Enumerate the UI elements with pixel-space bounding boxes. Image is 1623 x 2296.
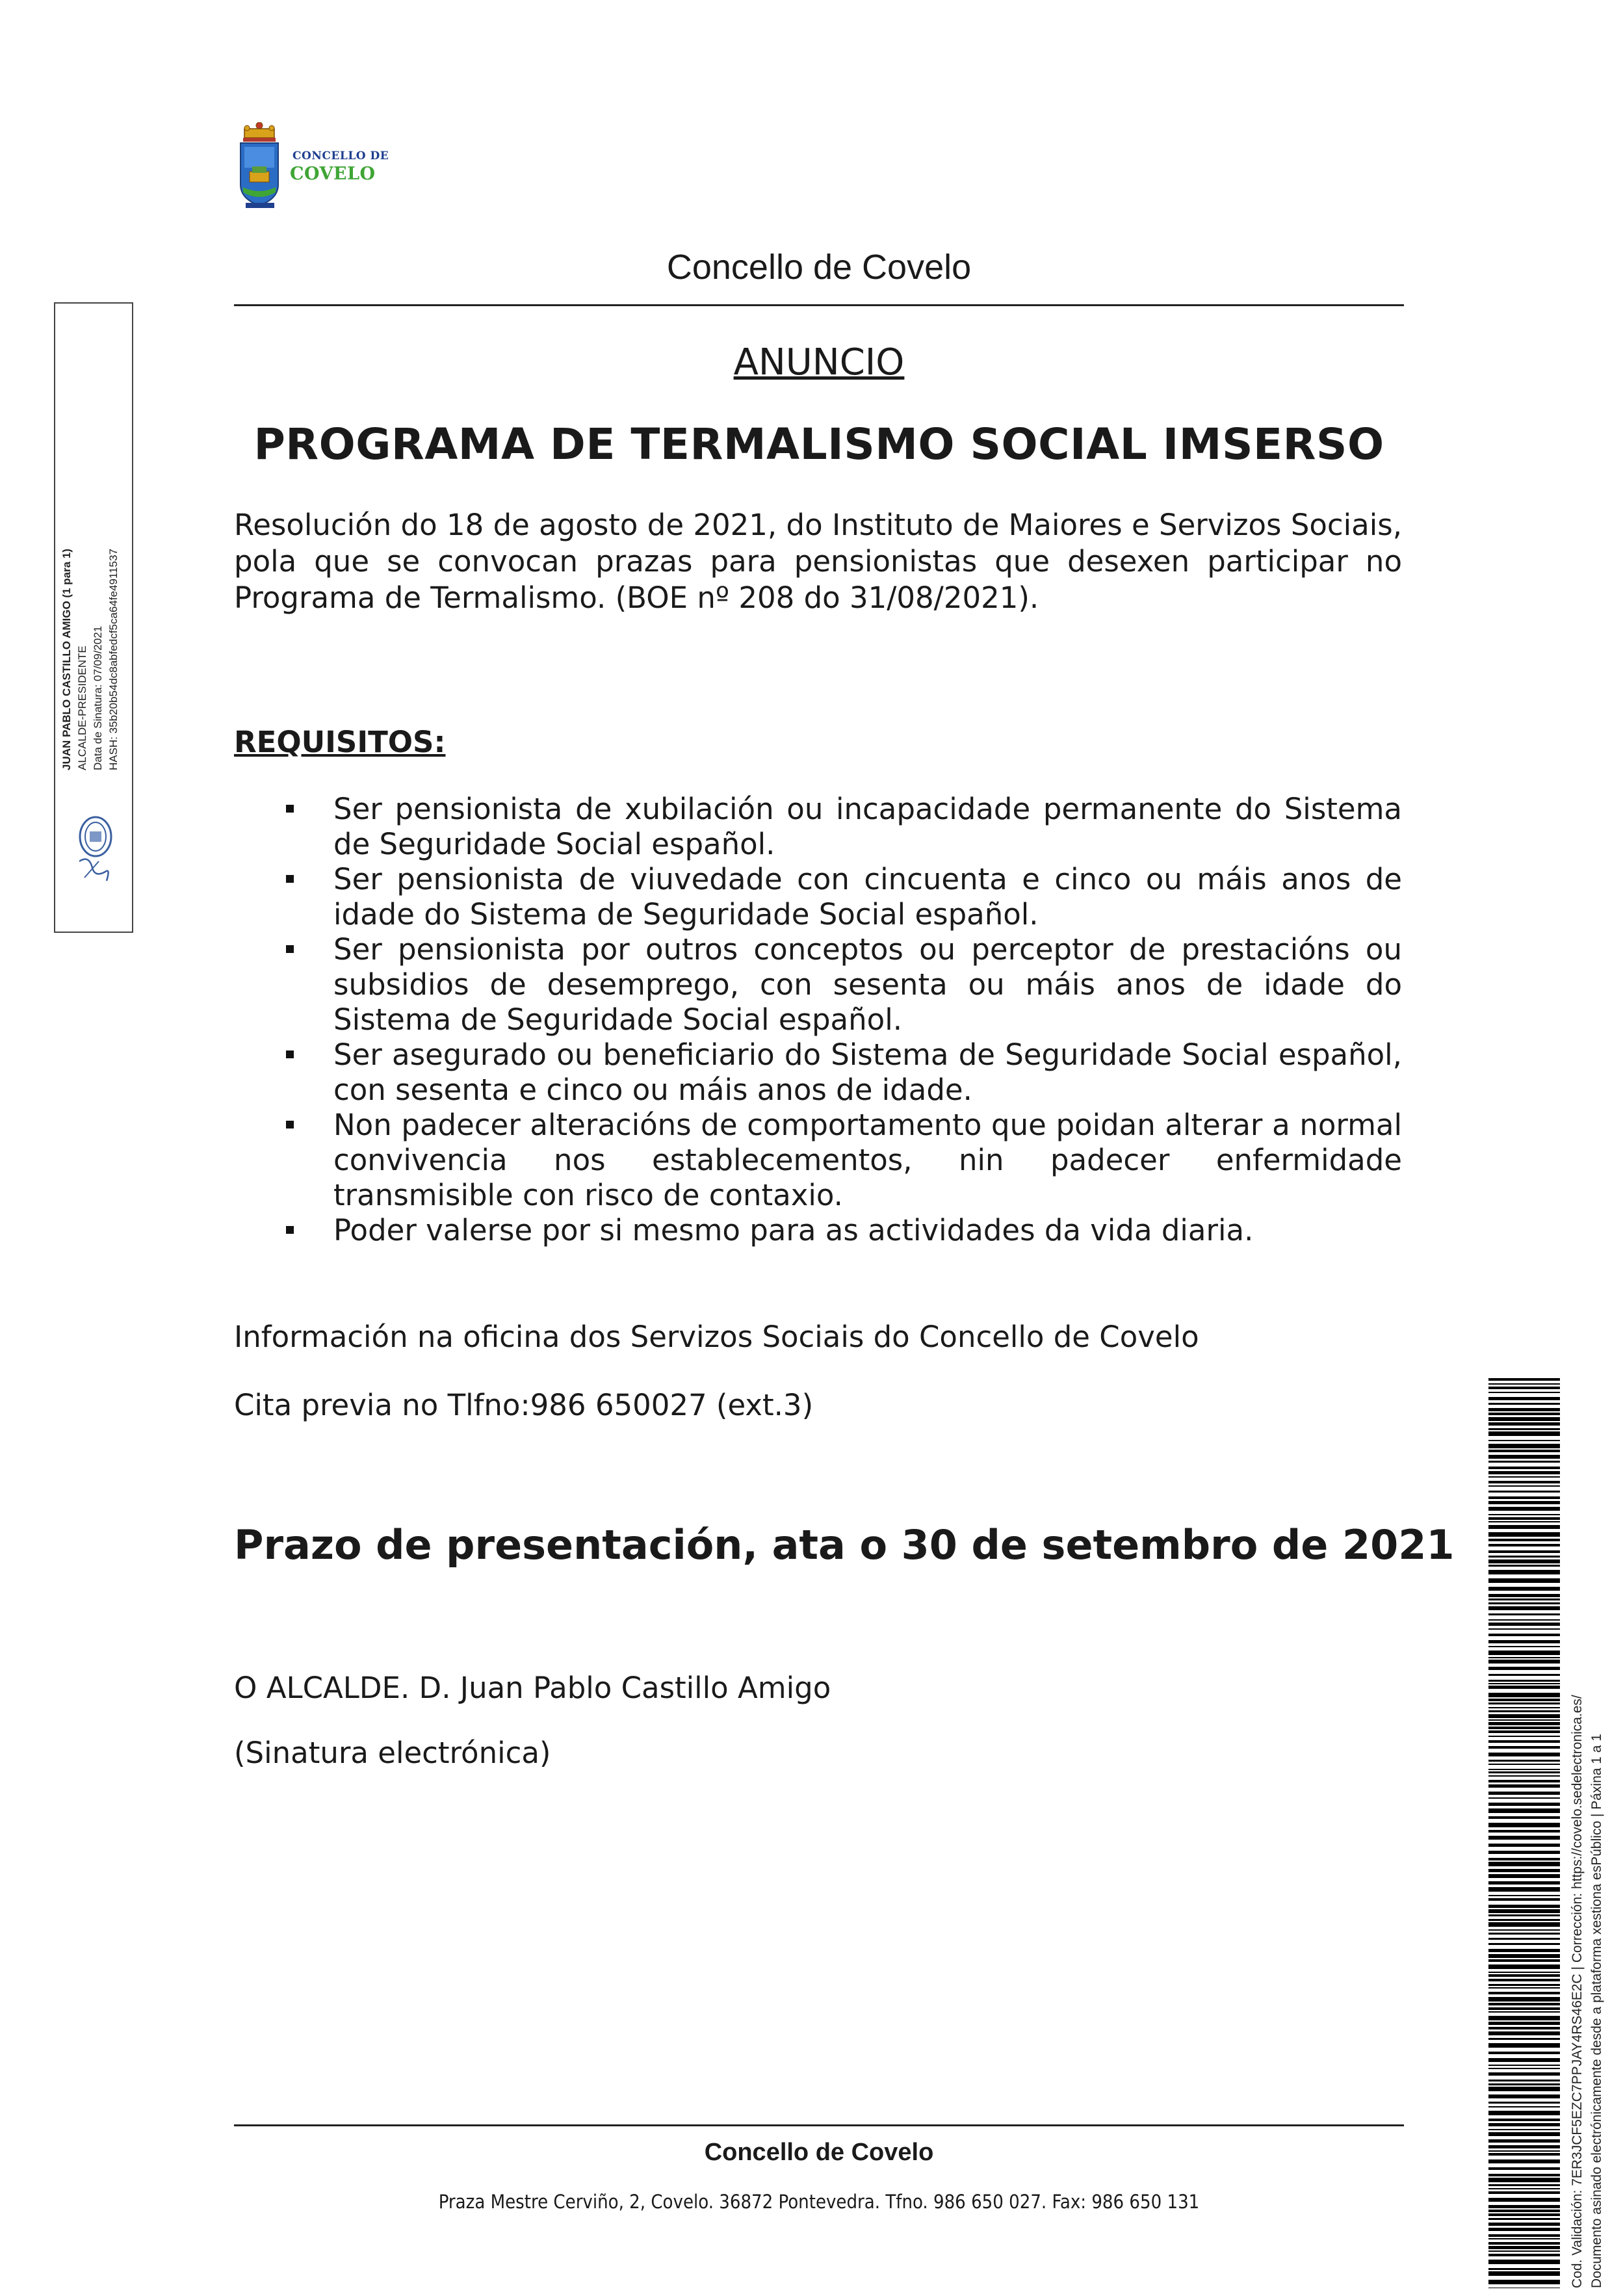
barcode-bar bbox=[1488, 1792, 1560, 1795]
barcode-bar bbox=[1488, 2065, 1560, 2066]
barcode-bar bbox=[1488, 1383, 1560, 1385]
barcode-bar bbox=[1488, 1417, 1560, 1421]
barcode-bar bbox=[1488, 2111, 1560, 2115]
barcode-bar bbox=[1488, 2043, 1560, 2048]
barcode-bar bbox=[1488, 1496, 1560, 1499]
barcode-bar bbox=[1488, 1444, 1560, 1448]
barcode-bar bbox=[1488, 1501, 1560, 1504]
bullet-icon bbox=[286, 1121, 294, 1128]
barcode-bar bbox=[1488, 1550, 1560, 1553]
barcode-bar bbox=[1488, 1753, 1560, 1756]
logo-text-concello: CONCELLO DE bbox=[292, 150, 389, 163]
barcode-bar bbox=[1488, 1987, 1560, 1989]
requirement-text: Non padecer alteracións de comportamento que poidan alterar a normal convivencia nos establecementos, nin padecer enfermidade transmisible con risco de contaxio. bbox=[333, 1108, 1402, 1212]
barcode-bar bbox=[1488, 1898, 1560, 1901]
barcode-bar bbox=[1488, 2153, 1560, 2156]
barcode-bar bbox=[1488, 2094, 1560, 2098]
barcode-bar bbox=[1488, 1634, 1560, 1636]
barcode-bar bbox=[1488, 1887, 1560, 1892]
barcode-bar bbox=[1488, 1514, 1560, 1515]
barcode-bar bbox=[1488, 1808, 1560, 1813]
barcode-bar bbox=[1488, 2254, 1560, 2256]
barcode-bar bbox=[1488, 1964, 1560, 1969]
barcode-bar bbox=[1488, 2052, 1560, 2054]
barcode-bar bbox=[1488, 2003, 1560, 2005]
barcode-bar bbox=[1488, 2174, 1560, 2176]
signature-stamp-icon bbox=[73, 816, 118, 887]
barcode-bar bbox=[1488, 1699, 1560, 1701]
barcode-bar bbox=[1488, 2159, 1560, 2163]
barcode-bar bbox=[1488, 1408, 1560, 1411]
barcode-bar bbox=[1488, 1693, 1560, 1697]
barcode-bar bbox=[1488, 2011, 1560, 2013]
barcode-bar bbox=[1488, 1461, 1560, 1463]
barcode-bar bbox=[1488, 2139, 1560, 2143]
barcode-bar bbox=[1488, 1660, 1560, 1663]
barcode-bar bbox=[1488, 1909, 1560, 1913]
barcode-bar bbox=[1488, 1992, 1560, 1994]
barcode-bar bbox=[1488, 2080, 1560, 2081]
barcode-bar bbox=[1488, 1972, 1560, 1973]
barcode-bar bbox=[1488, 1797, 1560, 1799]
barcode-bar bbox=[1488, 1594, 1560, 1597]
footer-divider bbox=[234, 2124, 1404, 2126]
barcode-bar bbox=[1488, 1862, 1560, 1866]
barcode-bar bbox=[1488, 2150, 1560, 2152]
barcode-bar bbox=[1488, 1646, 1560, 1647]
barcode-bar bbox=[1488, 2205, 1560, 2208]
barcode-bar bbox=[1488, 2280, 1560, 2284]
bullet-icon bbox=[286, 875, 294, 883]
barcode-bar bbox=[1488, 2234, 1560, 2237]
barcode-bar bbox=[1488, 1844, 1560, 1847]
footer-address: Praza Mestre Cerviño, 2, Covelo. 36872 Pontevedra. Tfno. 986 650 027. Fax: 986 650 131 bbox=[438, 2191, 1200, 2213]
barcode-bar bbox=[1488, 2228, 1560, 2231]
bullet-icon bbox=[286, 1050, 294, 1058]
barcode-bar bbox=[1488, 1771, 1560, 1773]
barcode-bar bbox=[1488, 1949, 1560, 1952]
header-title: Concello de Covelo bbox=[666, 248, 972, 287]
barcode-bar bbox=[1488, 1532, 1560, 1537]
barcode-bar bbox=[1488, 1979, 1560, 1981]
barcode-bar bbox=[1488, 1784, 1560, 1788]
barcode-bar bbox=[1488, 2188, 1560, 2189]
barcode-bar bbox=[1488, 1869, 1560, 1872]
barcode-bar bbox=[1488, 1387, 1560, 1389]
barcode-bar bbox=[1488, 1858, 1560, 1860]
barcode-bar bbox=[1488, 1544, 1560, 1546]
requirement-text: Ser pensionista de xubilación ou incapacidade permanente do Sistema de Seguridade Social español. bbox=[333, 792, 1402, 861]
barcode-bar bbox=[1488, 1823, 1560, 1827]
barcode-bar bbox=[1488, 2068, 1560, 2069]
header-divider bbox=[234, 304, 1404, 306]
signature-date: Data de Sinatura: 07/09/2021 bbox=[92, 625, 104, 770]
barcode-bar bbox=[1488, 1422, 1560, 1426]
barcode-bar bbox=[1488, 2250, 1560, 2252]
barcode-bar bbox=[1488, 1683, 1560, 1684]
barcode-bar bbox=[1488, 2129, 1560, 2130]
requirement-text: Poder valerse por si mesmo para as actividades da vida diaria. bbox=[333, 1213, 1254, 1247]
barcode-bar bbox=[1488, 1602, 1560, 1604]
barcode-bar bbox=[1488, 1874, 1560, 1878]
barcode-bar bbox=[1488, 1722, 1560, 1725]
barcode-bar bbox=[1488, 1556, 1560, 1558]
barcode-bar bbox=[1488, 2123, 1560, 2126]
barcode-bar bbox=[1488, 1619, 1560, 1621]
barcode-bar bbox=[1488, 1830, 1560, 1833]
requirement-item bbox=[234, 1108, 1402, 1213]
barcode-bar bbox=[1488, 1680, 1560, 1682]
barcode-bar bbox=[1488, 1397, 1560, 1400]
requirement-item bbox=[234, 862, 1402, 932]
barcode-bar bbox=[1488, 1710, 1560, 1712]
requirement-item bbox=[234, 792, 1402, 862]
barcode-bar bbox=[1488, 2083, 1560, 2085]
barcode-bar bbox=[1488, 1657, 1560, 1658]
barcode-bar bbox=[1488, 1959, 1560, 1962]
barcode-bar bbox=[1488, 1613, 1560, 1615]
barcode-bar bbox=[1488, 1650, 1560, 1655]
barcode-bar bbox=[1488, 2184, 1560, 2186]
barcode-bar bbox=[1488, 1760, 1560, 1762]
barcode-bar bbox=[1488, 2260, 1560, 2264]
barcode-bar bbox=[1488, 1714, 1560, 1718]
barcode-bar bbox=[1488, 2132, 1560, 2136]
barcode-bar bbox=[1488, 2058, 1560, 2062]
requirement-text: Ser pensionista de viuvedade con cincuenta e cinco ou máis anos de idade do Sistema de Seguridade Social español. bbox=[333, 862, 1402, 932]
barcode-bar bbox=[1488, 1565, 1560, 1567]
barcode-bar bbox=[1488, 1707, 1560, 1708]
barcode-bar bbox=[1488, 1943, 1560, 1945]
barcode-bar bbox=[1488, 2106, 1560, 2107]
barcode-bar bbox=[1488, 2238, 1560, 2239]
barcode-bar bbox=[1488, 1539, 1560, 1541]
barcode-bar bbox=[1488, 2087, 1560, 2091]
barcode-bar bbox=[1488, 1491, 1560, 1493]
barcode-bar bbox=[1488, 2102, 1560, 2104]
bullet-icon bbox=[286, 945, 294, 953]
barcode-bar bbox=[1488, 1736, 1560, 1737]
barcode-bar bbox=[1488, 2210, 1560, 2212]
barcode-bar bbox=[1488, 2198, 1560, 2202]
info-text: Información na oficina dos Servizos Sociais do Concello de Covelo bbox=[234, 1320, 1199, 1354]
logo-text-covelo: COVELO bbox=[290, 164, 376, 184]
barcode-bar bbox=[1488, 1471, 1560, 1474]
barcode-bar bbox=[1488, 2167, 1560, 2170]
barcode-bar bbox=[1488, 1851, 1560, 1854]
barcode-bar bbox=[1488, 2007, 1560, 2010]
barcode-bar bbox=[1488, 2038, 1560, 2040]
barcode-bar bbox=[1488, 2027, 1560, 2029]
barcode-bar bbox=[1488, 1803, 1560, 1806]
resolution-paragraph: Resolución do 18 de agosto de 2021, do Instituto de Maiores e Servizos Sociais, pola que se convocan prazas para pensionistas que desexen participar no Programa de Termalismo. (BOE nº 208 do 31/08/2021). bbox=[234, 508, 1402, 615]
barcode-bar bbox=[1488, 1413, 1560, 1415]
barcode-bar bbox=[1488, 1578, 1560, 1583]
barcode-bar bbox=[1488, 1775, 1560, 1777]
barcode-bar bbox=[1488, 1440, 1560, 1441]
barcode-bar bbox=[1488, 1467, 1560, 1469]
barcode-bar bbox=[1488, 1476, 1560, 1478]
barcode-bar bbox=[1488, 2119, 1560, 2121]
requirements-heading: REQUISITOS: bbox=[234, 725, 446, 759]
requirement-text: Ser pensionista por outros conceptos ou perceptor de prestacións ou subsidios de desemprego, con sesenta ou máis anos de idade do Sistema de Seguridade Social español. bbox=[333, 932, 1402, 1037]
barcode-bar bbox=[1488, 1450, 1560, 1452]
barcode-bar bbox=[1488, 2271, 1560, 2276]
barcode-bar bbox=[1488, 1997, 1560, 2002]
barcode-bar bbox=[1488, 1740, 1560, 1743]
barcode-bar bbox=[1488, 2031, 1560, 2035]
barcode-bar bbox=[1488, 2268, 1560, 2270]
barcode-bar bbox=[1488, 1481, 1560, 1483]
barcode-bar bbox=[1488, 1974, 1560, 1977]
barcode-bar bbox=[1488, 2246, 1560, 2249]
deadline-text: Prazo de presentación, ata o 30 de setembro de 2021 bbox=[234, 1521, 1455, 1569]
barcode-bar bbox=[1488, 1881, 1560, 1885]
barcode-bar bbox=[1488, 1719, 1560, 1721]
requirements-list bbox=[234, 792, 1402, 1248]
barcode-bar bbox=[1488, 2242, 1560, 2245]
barcode-bar bbox=[1488, 2072, 1560, 2076]
barcode-bar bbox=[1488, 1816, 1560, 1819]
barcode-bar bbox=[1488, 1570, 1560, 1574]
barcode-bar bbox=[1488, 1517, 1560, 1520]
barcode-bar bbox=[1488, 1769, 1560, 1770]
barcode-bar bbox=[1488, 1730, 1560, 1733]
validation-text bbox=[1565, 1378, 1617, 2288]
barcode-bar bbox=[1488, 1933, 1560, 1935]
barcode-bar bbox=[1488, 1938, 1560, 1940]
barcode-bar bbox=[1488, 2016, 1560, 2020]
barcode-bar bbox=[1488, 1606, 1560, 1610]
barcode-bar bbox=[1488, 1598, 1560, 1600]
barcode-bar bbox=[1488, 1727, 1560, 1729]
barcode-bar bbox=[1488, 1686, 1560, 1689]
barcode-bar bbox=[1488, 1455, 1560, 1459]
validation-platform: Documento asinado electrónicamente desde a plataforma xestiona esPúblico | Páxina 1 a 1 bbox=[1589, 1734, 1604, 2288]
barcode-bar bbox=[1488, 2213, 1560, 2216]
validation-code: Cod. Validación: 7ER3JCF5EZC7PPJAY4RS46E2C | Corrección: https://covelo.sedelectronica.es/ bbox=[1570, 1695, 1585, 2288]
barcode-bar bbox=[1488, 2218, 1560, 2220]
barcode-bar bbox=[1488, 1919, 1560, 1921]
barcode-bar bbox=[1488, 2022, 1560, 2025]
bullet-icon bbox=[286, 805, 294, 813]
barcode-bar bbox=[1488, 1378, 1560, 1381]
barcode-bar bbox=[1488, 1667, 1560, 1670]
barcode-bar bbox=[1488, 1507, 1560, 1511]
barcode-icon bbox=[1488, 1378, 1560, 2288]
barcode-bar bbox=[1488, 1922, 1560, 1927]
barcode-bar bbox=[1488, 1905, 1560, 1908]
barcode-bar bbox=[1488, 1780, 1560, 1782]
barcode-bar bbox=[1488, 1623, 1560, 1626]
barcode-bar bbox=[1488, 1929, 1560, 1931]
requirement-item bbox=[234, 1037, 1402, 1108]
barcode-bar bbox=[1488, 1895, 1560, 1896]
barcode-bar bbox=[1488, 2178, 1560, 2182]
document-type: ANUNCIO bbox=[733, 341, 905, 384]
barcode-bar bbox=[1488, 1587, 1560, 1591]
barcode-bar bbox=[1488, 1764, 1560, 1765]
barcode-bar bbox=[1488, 2223, 1560, 2226]
barcode-bar bbox=[1488, 1836, 1560, 1840]
barcode-bar bbox=[1488, 2145, 1560, 2148]
document-title: PROGRAMA DE TERMALISMO SOCIAL IMSERSO bbox=[253, 419, 1384, 469]
footer-title: Concello de Covelo bbox=[704, 2139, 934, 2166]
requirement-item bbox=[234, 1213, 1402, 1248]
barcode-bar bbox=[1488, 1674, 1560, 1676]
barcode-bar bbox=[1488, 1702, 1560, 1704]
signatory-text: O ALCALDE. D. Juan Pablo Castillo Amigo bbox=[234, 1671, 831, 1705]
barcode-bar bbox=[1488, 1431, 1560, 1436]
signature-role: ALCALDE-PRESIDENTE bbox=[76, 646, 88, 770]
barcode-bar bbox=[1488, 2191, 1560, 2194]
barcode-bar bbox=[1488, 1914, 1560, 1916]
requirement-text: Ser asegurado ou beneficiario do Sistema de Seguridade Social español, con sesenta e cinco ou máis anos de idade. bbox=[333, 1037, 1402, 1107]
appointment-text: Cita previa no Tlfno:986 650027 (ext.3) bbox=[234, 1388, 814, 1422]
barcode-bar bbox=[1488, 1428, 1560, 1430]
bullet-icon bbox=[286, 1226, 294, 1234]
barcode-bar bbox=[1488, 1559, 1560, 1563]
barcode-bar bbox=[1488, 1746, 1560, 1749]
requirement-item bbox=[234, 932, 1402, 1037]
signature-note: (Sinatura electrónica) bbox=[234, 1736, 551, 1770]
barcode-bar bbox=[1488, 1403, 1560, 1405]
barcode-bar bbox=[1488, 1392, 1560, 1393]
barcode-bar bbox=[1488, 1640, 1560, 1643]
barcode-bar bbox=[1488, 1525, 1560, 1529]
barcode-bar bbox=[1488, 1521, 1560, 1522]
barcode-bar bbox=[1488, 1485, 1560, 1487]
signature-signer: JUAN PABLO CASTILLO AMIGO (1 para 1) bbox=[60, 549, 73, 770]
signature-hash: HASH: 35b20b54dc8abfedcf5ca64fe4911537 bbox=[107, 549, 120, 770]
barcode-bar bbox=[1488, 1954, 1560, 1958]
barcode-bar bbox=[1488, 1984, 1560, 1986]
barcode-bar bbox=[1488, 1628, 1560, 1630]
